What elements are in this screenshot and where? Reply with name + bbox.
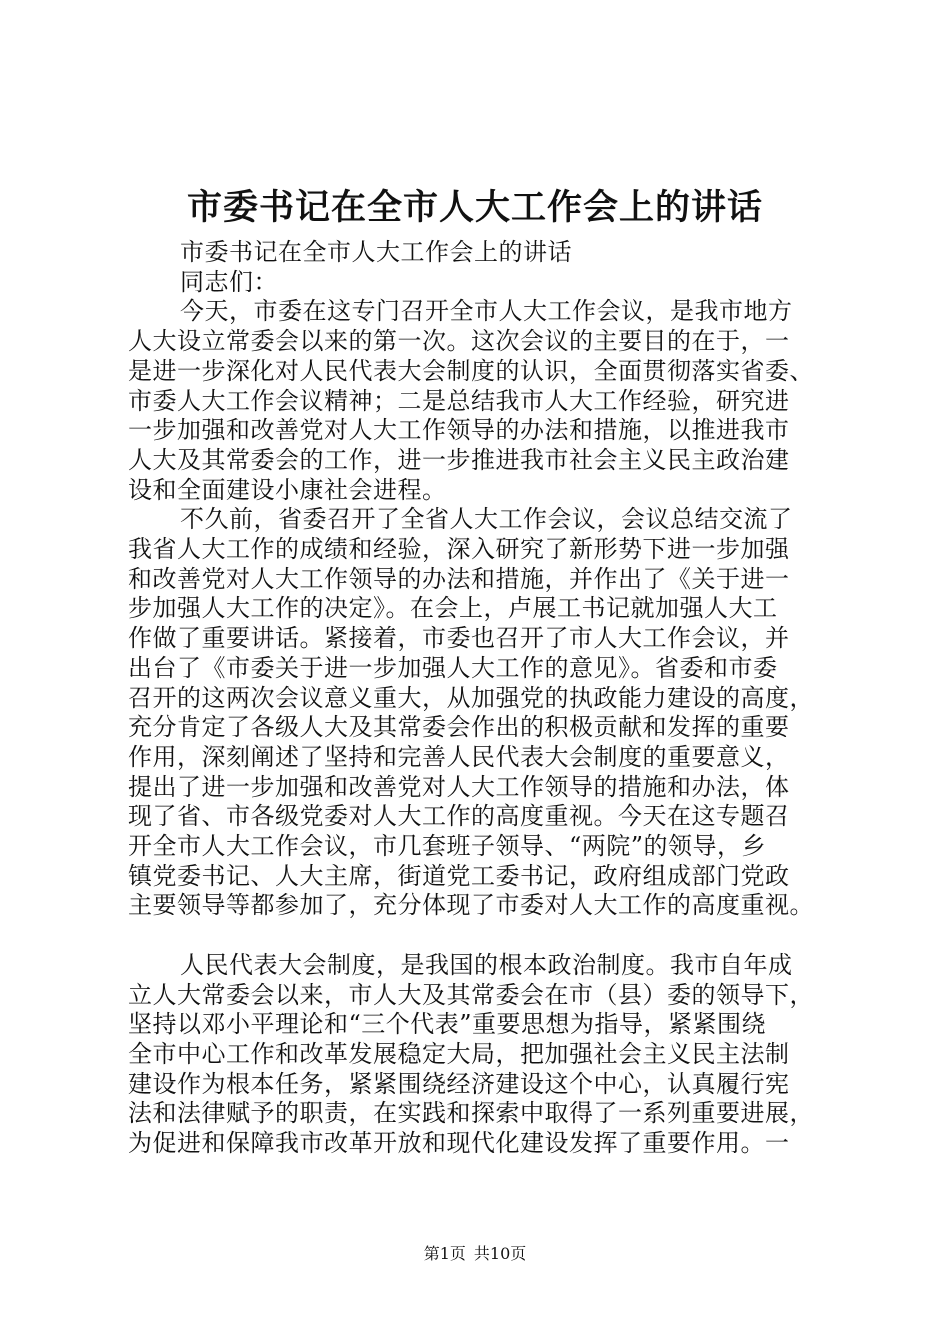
paragraph-line: 建设作为根本任务，紧紧围绕经济建设这个中心，认真履行宪: [128, 1069, 790, 1098]
paragraph-line: 坚持以邓小平理论和“三个代表”重要思想为指导，紧紧围绕: [128, 1010, 767, 1039]
paragraph-line: 人民代表大会制度，是我国的根本政治制度。我市自年成: [180, 950, 793, 979]
page-footer: [0, 1242, 950, 1266]
document-body: [128, 238, 853, 1159]
paragraph-line: 现了省、市各级党委对人大工作的高度重视。今天在这专题召: [128, 802, 790, 831]
paragraph-line: 我省人大工作的成绩和经验，深入研究了新形势下进一步加强: [128, 535, 790, 564]
paragraph-line: 设和全面建设小康社会进程。: [128, 475, 447, 504]
paragraph-line: 立人大常委会以来，市人大及其常委会在市（县）委的领导下，: [128, 980, 814, 1009]
paragraph-1: [128, 297, 853, 505]
paragraph-line: 今天，市委在这专门召开全市人大工作会议，是我市地方: [180, 297, 793, 326]
paragraph-line: 步加强人大工作的决定》。在会上，卢展工书记就加强人大工: [128, 594, 778, 623]
paragraph-line: 市委人大工作会议精神；二是总结我市人大工作经验，研究进: [128, 386, 790, 415]
paragraph-spacer: [128, 921, 853, 951]
salutation: 同志们：: [180, 267, 278, 296]
paragraph-line: 是进一步深化对人民代表大会制度的认识，全面贯彻落实省委、: [128, 356, 814, 385]
paragraph-line: 提出了进一步加强和改善党对人大工作领导的措施和办法，体: [128, 772, 790, 801]
document-title: 市委书记在全市人大工作会上的讲话: [186, 187, 763, 228]
paragraph-line: 全市中心工作和改革发展稳定大局，把加强社会主义民主法制: [128, 1039, 790, 1068]
paragraph-line: 开全市人大工作会议，市几套班子领导、“两院”的领导，乡: [128, 832, 767, 861]
paragraph-line: 作用，深刻阐述了坚持和完善人民代表大会制度的重要意义，: [128, 742, 790, 771]
paragraph-line: 出台了《市委关于进一步加强人大工作的意见》。省委和市委: [128, 653, 778, 682]
paragraph-line: 召开的这两次会议意义重大，从加强党的执政能力建设的高度，: [128, 683, 814, 712]
paragraph-line: 人大及其常委会的工作，进一步推进我市社会主义民主政治建: [128, 445, 790, 474]
paragraph-3: [128, 951, 853, 1159]
document-subtitle: 市委书记在全市人大工作会上的讲话: [180, 238, 572, 266]
paragraph-line: 为促进和保障我市改革开放和现代化建设发挥了重要作用。一: [128, 1129, 790, 1158]
paragraph-line: 主要领导等都参加了，充分体现了市委对人大工作的高度重视。: [128, 891, 814, 920]
page-number-current: 第1页: [423, 1244, 466, 1263]
paragraph-line: 法和法律赋予的职责，在实践和探索中取得了一系列重要进展，: [128, 1099, 814, 1128]
paragraph-line: 一步加强和改善党对人大工作领导的办法和措施，以推进我市: [128, 416, 790, 445]
paragraph-line: 不久前，省委召开了全省人大工作会议，会议总结交流了: [180, 505, 793, 534]
paragraph-2: [128, 505, 853, 921]
paragraph-line: 人大设立常委会以来的第一次。这次会议的主要目的在于，一: [128, 327, 790, 356]
paragraph-line: 镇党委书记、人大主席，街道党工委书记，政府组成部门党政: [128, 861, 790, 890]
paragraph-line: 作做了重要讲话。紧接着，市委也召开了市人大工作会议，并: [128, 624, 790, 653]
paragraph-line: 充分肯定了各级人大及其常委会作出的积极贡献和发挥的重要: [128, 713, 790, 742]
page-number-total: 共10页: [473, 1244, 527, 1263]
paragraph-line: 和改善党对人大工作领导的办法和措施，并作出了《关于进一: [128, 564, 790, 593]
